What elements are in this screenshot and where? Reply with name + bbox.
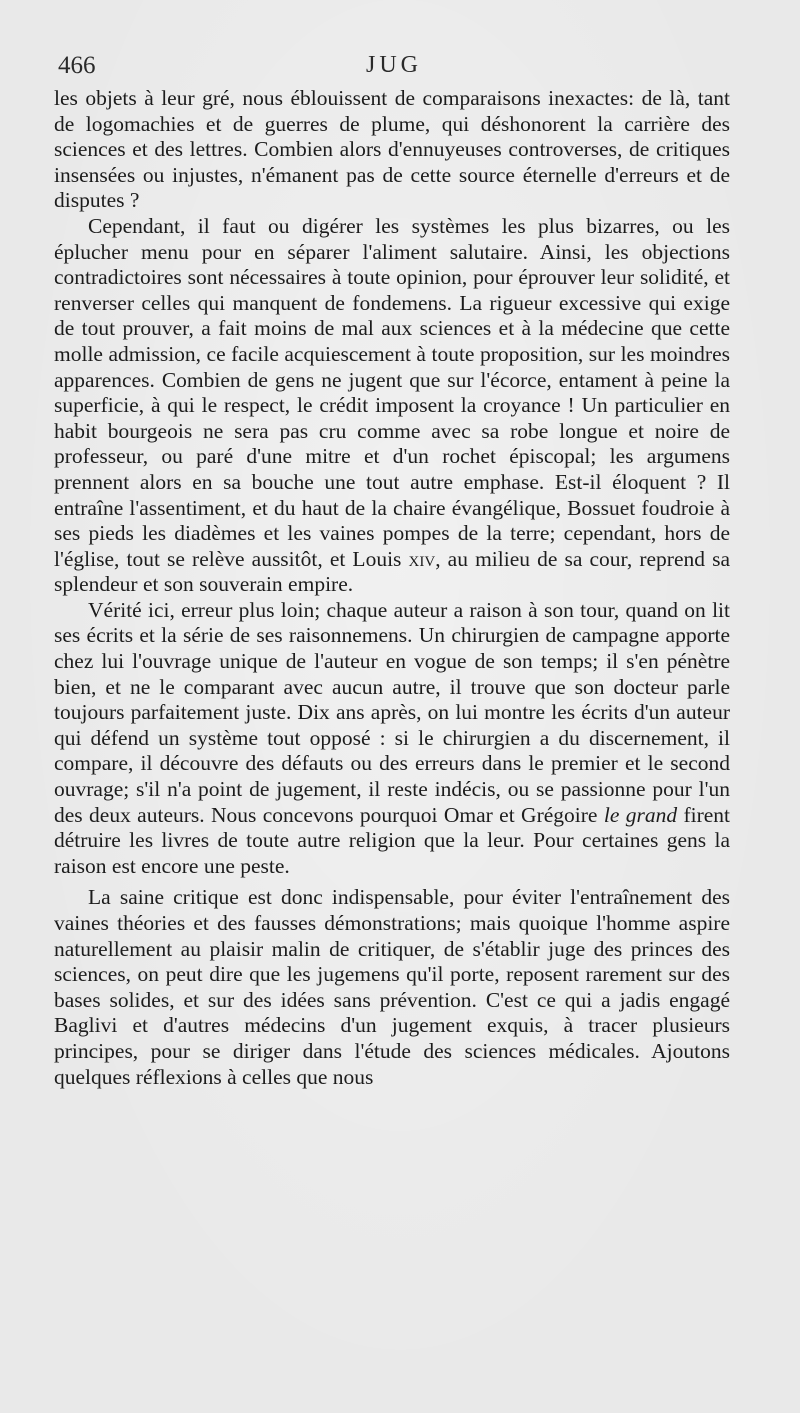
running-head: JUG <box>365 52 422 78</box>
paragraph-2-text-after: , au milieu de sa cour, reprend sa splendeur et son souverain empire. <box>54 546 731 597</box>
paragraph-2-roman-numeral: xiv <box>408 546 436 571</box>
paragraph-3 <box>54 598 730 880</box>
paragraph-3-italic: le grand <box>603 802 678 827</box>
paragraph-3-text-after: firent détruire les livres de toute autre religion que la leur. Pour certaines gens la raison est encore une peste. <box>54 802 731 878</box>
paragraph-4 <box>54 885 730 1090</box>
paragraph-2-text: Cependant, il faut ou digérer les systèmes les plus bizarres, ou les éplucher menu pour en séparer l'aliment salutaire. Ainsi, les objections contradictoires sont nécessaires à toute opinion, pour éprouver leur solidité, et renverser celles qui manquent de fondemens. La rigueur excessive qui exige de tout prouver, a fait moins de mal aux sciences et à la médecine que cette molle admission, ce facile acquiescement à toute proposition, sur les moindres apparences. Combien de gens ne jugent que sur l'écorce, entament à peine la superficie, à qui le respect, le crédit imposent la croyance ! Un particulier en habit bourgeois ne sera pas cru comme avec sa robe longue et noire de professeur, ou paré d'une mitre et d'un rochet épiscopal; les argumens prennent alors en sa bouche une tout autre emphase. Est-il éloquent ? Il entraîne l'assentiment, et du haut de la chaire évangélique, Bossuet foudroie à ses pieds les diadèmes et les vaines pompes de la terre; cependant, hors de l'église, tout se relève aussitôt, et Louis <box>54 213 730 571</box>
body-text <box>54 86 730 1090</box>
page-number: 466 <box>58 52 96 79</box>
paragraph-3-text: Vérité ici, erreur plus loin; chaque auteur a raison à son tour, quand on lit ses écrits et la série de ses raisonnemens. Un chirurgien de campagne apporte chez lui l'ouvrage unique de l'auteur en vogue de son temps; il s'en pénètre bien, et ne le comparant avec aucun autre, il trouve que son docteur parle toujours parfaitement juste. Dix ans après, on lui montre les écrits d'un auteur qui défend un système tout opposé : si le chirurgien a du discernement, il compare, il découvre des défauts ou des erreurs dans le premier et le second ouvrage; s'il n'a point de jugement, il reste indécis, ou se passionne pour l'un des deux auteurs. Nous concevons pourquoi Omar et Grégoire <box>54 597 730 827</box>
paragraph-2 <box>54 214 730 598</box>
paragraph-1 <box>54 86 730 214</box>
paragraph-4-text: La saine critique est donc indispensable, pour éviter l'entraînement des vaines théories et des fausses démonstrations; mais quoique l'homme aspire naturellement au plaisir malin de critiquer, de s'établir juge des princes des sciences, on peut dire que les jugemens qu'il porte, reposent rarement sur des bases solides, et sur des idées sans prévention. C'est ce qui a jadis engagé Baglivi et d'autres médecins d'un jugement exquis, à tracer plusieurs principes, pour se diriger dans l'étude des sciences médicales. Ajoutons quelques réflexions à celles que nous <box>54 885 730 1089</box>
page-header <box>58 52 730 84</box>
paragraph-1-text: les objets à leur gré, nous éblouissent de comparaisons inexactes: de là, tant de logomachies et de guerres de plume, qui déshonorent la carrière des sciences et des lettres. Combien alors d'ennuyeuses controverses, de critiques insensées ou injustes, n'émanent pas de cette source éternelle d'erreurs et de disputes ? <box>54 86 730 213</box>
